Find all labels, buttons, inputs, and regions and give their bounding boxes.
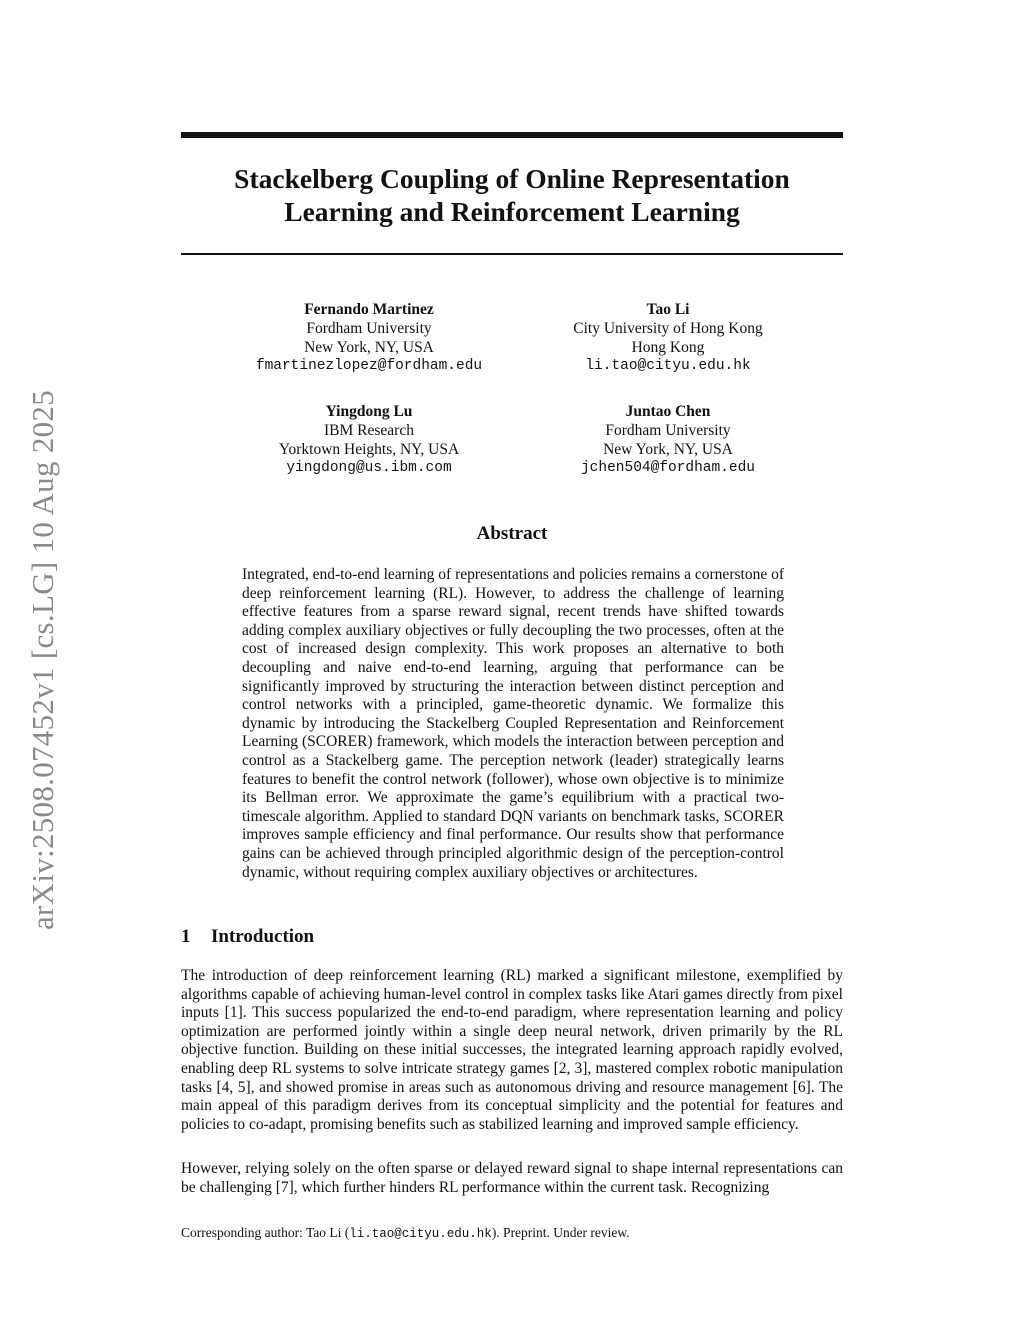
arxiv-identifier-stamp: arXiv:2508.07452v1 [cs.LG] 10 Aug 2025: [25, 389, 60, 931]
author-email: jchen504@fordham.edu: [580, 460, 756, 476]
author-affiliation: City University of Hong Kong: [573, 320, 763, 337]
author-block: [219, 300, 519, 376]
author-email: yingdong@us.ibm.com: [286, 460, 452, 476]
intro-paragraph: The introduction of deep reinforcement learning (RL) marked a significant milestone, exemplified by algorithms capable of achieving human-level control in complex tasks like Atari games directly from pixel inputs [1]. This success popularized the end-to-end paradigm, where representation learning and policy optimization are performed jointly within a single deep neural network, driven primarily by the RL objective function. Building on these initial successes, the integrated learning approach rapidly evolved, enabling deep RL systems to solve intricate strategy games [2, 3], mastered complex robotic manipulation tasks [4, 5], and showed promise in areas such as autonomous driving and resource management [6]. The main appeal of this paradigm derives from its conceptual simplicity and the potential for features and policies to co-adapt, promising benefits such as stabilized learning and improved sample efficiency.: [181, 967, 843, 1133]
title-top-rule: [181, 132, 843, 138]
author-block: [219, 402, 519, 478]
author-email: fmartinezlopez@fordham.edu: [255, 358, 483, 374]
author-name: Yingdong Lu: [325, 403, 413, 420]
author-name: Tao Li: [646, 301, 690, 318]
author-location: Yorktown Heights, NY, USA: [278, 441, 460, 458]
abstract-text: Integrated, end-to-end learning of representations and policies remains a cornerstone of deep reinforcement learning (RL). However, to address the challenge of learning effective features from a sparse reward signal, recent trends have shifted towards adding complex auxiliary objectives or fully decoupling the two processes, often at the cost of increased design complexity. This work proposes an alternative to both decoupling and naive end-to-end learning, arguing that performance can be significantly improved by structuring the interaction between distinct perception and control networks with a principled, game-theoretic dynamic. We formalize this dynamic by introducing the Stackelberg Coupled Representation and Reinforcement Learning (SCORER) framework, which models the interaction between perception and control as a Stackelberg game. The perception network (leader) strategically learns features to benefit the control network (follower), whose own objective is to minimize its Bellman error. We approximate the game’s equilibrium with a practical two-timescale algorithm. Applied to standard DQN variants on benchmark tasks, SCORER improves sample efficiency and final performance. Our results show that performance gains can be achieved through principled algorithmic design of the perception-control dynamic, without requiring complex auxiliary objectives or architectures.: [242, 566, 784, 881]
title-line-1: Stackelberg Coupling of Online Representation: [234, 163, 790, 194]
author-name: Juntao Chen: [625, 403, 711, 420]
author-affiliation: IBM Research: [324, 422, 414, 439]
author-location: Hong Kong: [631, 339, 705, 356]
author-affiliation: Fordham University: [306, 320, 432, 337]
section-number: 1: [181, 926, 191, 947]
intro-paragraph: However, relying solely on the often sparse or delayed reward signal to shape internal representations can be challenging [7], which further hinders RL performance within the current task. Recognizing: [181, 1160, 843, 1196]
section-heading: [181, 926, 314, 948]
author-affiliation: Fordham University: [605, 422, 731, 439]
footnote: [181, 1224, 630, 1243]
section-title: Introduction: [211, 926, 315, 947]
author-location: New York, NY, USA: [603, 441, 733, 458]
title-bottom-rule: [181, 253, 843, 255]
author-email: li.tao@cityu.edu.hk: [585, 358, 751, 374]
author-block: [518, 402, 818, 478]
author-name: Fernando Martinez: [304, 301, 434, 318]
author-block: [518, 300, 818, 376]
footnote-prefix: Corresponding author: Tao Li (: [181, 1225, 350, 1240]
abstract-heading: Abstract: [476, 523, 548, 544]
paper-title: [181, 162, 843, 228]
footnote-suffix: ). Preprint. Under review.: [491, 1225, 630, 1240]
footnote-email: li.tao@cityu.edu.hk: [349, 1227, 492, 1241]
author-location: New York, NY, USA: [304, 339, 434, 356]
title-line-2: Learning and Reinforcement Learning: [284, 196, 740, 227]
